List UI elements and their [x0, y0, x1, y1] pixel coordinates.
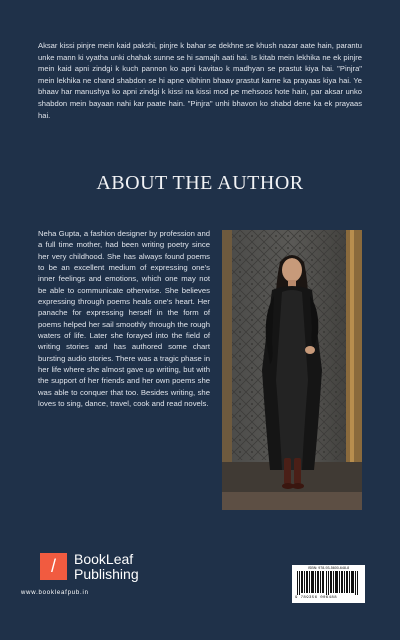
barcode-digits: 9 789356 006488	[295, 596, 338, 600]
isbn-barcode	[292, 565, 365, 603]
book-blurb: Aksar kissi pinjre mein kaid pakshi, pinjre k bahar se dekhne se khush nazar aate hain, parantu unke mann ki vyatha unki chahak sunne se hi samajh aati hai. Is kitab mein lekhika ne ek pinjre mein kaid apni zindgi k kuch pannon ko apni kavitao k madhyan se prastut kiya hai. "Pinjra" mein lekhika ne chand shabdon se hi apne vibhinn bhaav prastut karne ka prayaas kiya hai. Ye bhaav har manushya ko apni zindgi k kissi na kissi mod pe mehsoos hote hain, par aksar unko shabdon mein bayaan nahi kar paate hain. "Pinjra" unhi bhavon ko shabd dene ka ek prayaas hai.	[38, 41, 362, 120]
publisher-mark-icon: /	[40, 553, 67, 580]
about-author-heading: ABOUT THE AUTHOR	[96, 172, 304, 194]
author-photo-illustration	[222, 230, 362, 510]
publisher-name-line2: Publishing	[74, 566, 139, 582]
author-bio: Neha Gupta, a fashion designer by profession and a full time mother, had been writing poetry since her very childhood. She has always found poems to be an excellent medium of expressing one's inner feelings and emotions, which one may not be able to communicate otherwise. She believes expressing through poems heals one's heart. Her panache for expressing herself in the form of poems helped her sail smoothly through the rough waters of life. Later she forayed into the field of writing stories and has authored some chart bursting audio stories. There was a tragic phase in her life where she almost gave up writing, but with the support of her friends and her own poems she was able to conquer that too. Besides writing, she loves to sing, dance, travel, cook and read novels.	[38, 229, 210, 409]
publisher-name-line1: BookLeaf	[74, 551, 134, 567]
author-photo	[222, 230, 362, 510]
barcode-bars-icon	[297, 571, 360, 595]
publisher-website: www.bookleafpub.in	[21, 590, 89, 596]
isbn-label: ISBN: 978-93-5600-648-8	[307, 566, 350, 570]
